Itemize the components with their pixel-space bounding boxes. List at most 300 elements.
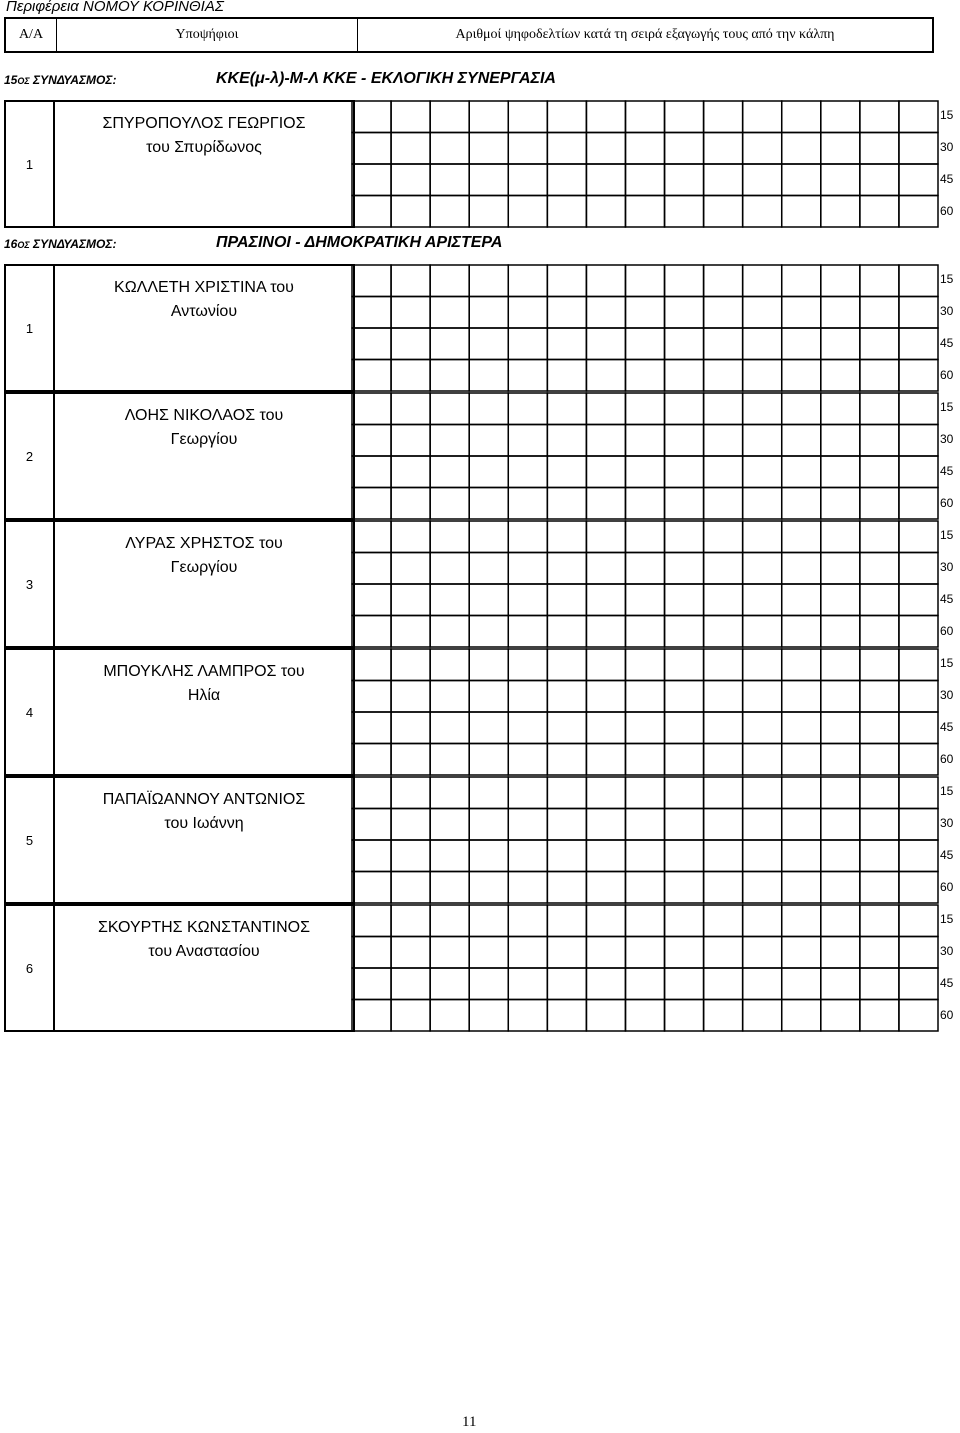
tally-box[interactable] [625, 488, 664, 520]
tally-box[interactable] [665, 905, 704, 937]
tally-box[interactable] [704, 649, 743, 681]
tally-box[interactable] [665, 584, 704, 616]
tally-box[interactable] [899, 872, 938, 904]
tally-box[interactable] [743, 196, 782, 228]
tally-box[interactable] [469, 101, 508, 133]
tally-box[interactable] [743, 425, 782, 457]
tally-box[interactable] [391, 809, 430, 841]
tally-box[interactable] [547, 133, 586, 165]
tally-box[interactable] [665, 456, 704, 488]
tally-box[interactable] [899, 777, 938, 809]
tally-box[interactable] [743, 521, 782, 553]
tally-box[interactable] [508, 328, 547, 360]
tally-box[interactable] [469, 297, 508, 329]
tally-box[interactable] [899, 681, 938, 713]
tally-box[interactable] [899, 649, 938, 681]
tally-box[interactable] [352, 456, 391, 488]
tally-box[interactable] [821, 328, 860, 360]
tally-box[interactable] [430, 872, 469, 904]
tally-box[interactable] [586, 616, 625, 648]
tally-box[interactable] [508, 393, 547, 425]
tally-box[interactable] [430, 744, 469, 776]
tally-box[interactable] [704, 809, 743, 841]
tally-box[interactable] [782, 297, 821, 329]
tally-box[interactable] [430, 265, 469, 297]
tally-box[interactable] [743, 681, 782, 713]
tally-box[interactable] [899, 488, 938, 520]
tally-box[interactable] [860, 937, 899, 969]
tally-box[interactable] [782, 521, 821, 553]
tally-box[interactable] [665, 937, 704, 969]
tally-box[interactable] [352, 488, 391, 520]
tally-box[interactable] [860, 360, 899, 392]
tally-box[interactable] [704, 905, 743, 937]
tally-box[interactable] [586, 937, 625, 969]
tally-box[interactable] [782, 393, 821, 425]
tally-box[interactable] [430, 968, 469, 1000]
tally-box[interactable] [430, 840, 469, 872]
tally-box[interactable] [547, 840, 586, 872]
tally-box[interactable] [352, 905, 391, 937]
tally-box[interactable] [899, 744, 938, 776]
tally-box[interactable] [430, 164, 469, 196]
tally-box[interactable] [860, 809, 899, 841]
tally-box[interactable] [352, 584, 391, 616]
tally-box[interactable] [352, 196, 391, 228]
tally-box[interactable] [782, 681, 821, 713]
tally-box[interactable] [665, 968, 704, 1000]
tally-box[interactable] [821, 425, 860, 457]
tally-box[interactable] [547, 196, 586, 228]
tally-box[interactable] [469, 265, 508, 297]
tally-box[interactable] [586, 553, 625, 585]
tally-box[interactable] [352, 809, 391, 841]
tally-box[interactable] [430, 360, 469, 392]
tally-box[interactable] [508, 616, 547, 648]
tally-box[interactable] [743, 393, 782, 425]
tally-box[interactable] [352, 744, 391, 776]
tally-box[interactable] [469, 968, 508, 1000]
tally-box[interactable] [391, 584, 430, 616]
tally-box[interactable] [352, 521, 391, 553]
tally-box[interactable] [547, 584, 586, 616]
tally-box[interactable] [743, 328, 782, 360]
tally-box[interactable] [860, 649, 899, 681]
tally-box[interactable] [665, 616, 704, 648]
tally-box[interactable] [821, 101, 860, 133]
tally-box[interactable] [430, 456, 469, 488]
tally-box[interactable] [899, 328, 938, 360]
tally-box[interactable] [821, 164, 860, 196]
tally-box[interactable] [821, 488, 860, 520]
tally-box[interactable] [704, 840, 743, 872]
tally-box[interactable] [508, 744, 547, 776]
tally-box[interactable] [625, 712, 664, 744]
tally-box[interactable] [430, 1000, 469, 1032]
tally-box[interactable] [665, 712, 704, 744]
tally-box[interactable] [860, 456, 899, 488]
tally-box[interactable] [547, 681, 586, 713]
tally-box[interactable] [508, 809, 547, 841]
tally-box[interactable] [625, 872, 664, 904]
tally-box[interactable] [743, 297, 782, 329]
tally-box[interactable] [391, 1000, 430, 1032]
tally-box[interactable] [508, 712, 547, 744]
tally-box[interactable] [508, 196, 547, 228]
tally-box[interactable] [352, 133, 391, 165]
tally-box[interactable] [508, 101, 547, 133]
tally-box[interactable] [469, 584, 508, 616]
tally-box[interactable] [625, 521, 664, 553]
tally-box[interactable] [586, 360, 625, 392]
tally-box[interactable] [469, 649, 508, 681]
tally-box[interactable] [899, 1000, 938, 1032]
tally-box[interactable] [430, 809, 469, 841]
tally-box[interactable] [625, 133, 664, 165]
tally-box[interactable] [821, 968, 860, 1000]
tally-box[interactable] [743, 840, 782, 872]
tally-box[interactable] [704, 937, 743, 969]
tally-box[interactable] [665, 164, 704, 196]
tally-box[interactable] [469, 425, 508, 457]
tally-box[interactable] [743, 164, 782, 196]
tally-box[interactable] [782, 968, 821, 1000]
tally-box[interactable] [704, 328, 743, 360]
tally-box[interactable] [625, 777, 664, 809]
tally-box[interactable] [860, 872, 899, 904]
tally-box[interactable] [469, 905, 508, 937]
tally-box[interactable] [743, 101, 782, 133]
tally-box[interactable] [665, 133, 704, 165]
tally-box[interactable] [782, 905, 821, 937]
tally-box[interactable] [469, 164, 508, 196]
tally-box[interactable] [391, 905, 430, 937]
tally-box[interactable] [704, 872, 743, 904]
tally-box[interactable] [508, 649, 547, 681]
tally-box[interactable] [782, 937, 821, 969]
tally-box[interactable] [821, 196, 860, 228]
tally-box[interactable] [547, 809, 586, 841]
tally-box[interactable] [860, 196, 899, 228]
tally-box[interactable] [586, 425, 625, 457]
tally-box[interactable] [391, 777, 430, 809]
tally-box[interactable] [782, 809, 821, 841]
tally-box[interactable] [508, 872, 547, 904]
tally-box[interactable] [665, 777, 704, 809]
tally-box[interactable] [743, 968, 782, 1000]
tally-box[interactable] [586, 456, 625, 488]
tally-box[interactable] [586, 681, 625, 713]
tally-box[interactable] [547, 521, 586, 553]
tally-box[interactable] [508, 681, 547, 713]
tally-box[interactable] [508, 1000, 547, 1032]
tally-box[interactable] [508, 937, 547, 969]
tally-box[interactable] [508, 425, 547, 457]
tally-box[interactable] [782, 196, 821, 228]
tally-box[interactable] [899, 133, 938, 165]
tally-box[interactable] [391, 553, 430, 585]
tally-box[interactable] [860, 521, 899, 553]
tally-box[interactable] [743, 905, 782, 937]
tally-box[interactable] [352, 1000, 391, 1032]
tally-box[interactable] [665, 872, 704, 904]
tally-box[interactable] [469, 456, 508, 488]
tally-box[interactable] [665, 360, 704, 392]
tally-box[interactable] [586, 840, 625, 872]
tally-box[interactable] [782, 712, 821, 744]
tally-box[interactable] [625, 744, 664, 776]
tally-box[interactable] [586, 393, 625, 425]
tally-box[interactable] [860, 744, 899, 776]
tally-box[interactable] [899, 905, 938, 937]
tally-box[interactable] [665, 840, 704, 872]
tally-box[interactable] [704, 616, 743, 648]
tally-box[interactable] [625, 553, 664, 585]
tally-box[interactable] [782, 616, 821, 648]
tally-box[interactable] [352, 616, 391, 648]
tally-box[interactable] [899, 456, 938, 488]
tally-box[interactable] [743, 937, 782, 969]
tally-box[interactable] [860, 1000, 899, 1032]
tally-box[interactable] [391, 101, 430, 133]
tally-box[interactable] [586, 196, 625, 228]
tally-box[interactable] [547, 744, 586, 776]
tally-box[interactable] [782, 265, 821, 297]
tally-box[interactable] [469, 133, 508, 165]
tally-box[interactable] [625, 1000, 664, 1032]
tally-box[interactable] [821, 360, 860, 392]
tally-box[interactable] [430, 905, 469, 937]
tally-box[interactable] [547, 937, 586, 969]
tally-box[interactable] [899, 553, 938, 585]
tally-box[interactable] [665, 809, 704, 841]
tally-box[interactable] [391, 265, 430, 297]
tally-box[interactable] [352, 681, 391, 713]
tally-box[interactable] [821, 1000, 860, 1032]
tally-box[interactable] [430, 616, 469, 648]
tally-box[interactable] [821, 521, 860, 553]
tally-box[interactable] [469, 809, 508, 841]
tally-box[interactable] [899, 616, 938, 648]
tally-box[interactable] [547, 297, 586, 329]
tally-box[interactable] [860, 488, 899, 520]
tally-box[interactable] [469, 681, 508, 713]
tally-box[interactable] [391, 196, 430, 228]
tally-box[interactable] [625, 649, 664, 681]
tally-box[interactable] [586, 777, 625, 809]
tally-box[interactable] [625, 425, 664, 457]
tally-box[interactable] [704, 297, 743, 329]
tally-box[interactable] [352, 425, 391, 457]
tally-box[interactable] [352, 297, 391, 329]
tally-box[interactable] [782, 872, 821, 904]
tally-box[interactable] [469, 744, 508, 776]
tally-box[interactable] [899, 521, 938, 553]
tally-box[interactable] [508, 456, 547, 488]
tally-box[interactable] [625, 968, 664, 1000]
tally-box[interactable] [547, 265, 586, 297]
tally-box[interactable] [430, 425, 469, 457]
tally-box[interactable] [430, 101, 469, 133]
tally-box[interactable] [665, 265, 704, 297]
tally-box[interactable] [508, 265, 547, 297]
tally-box[interactable] [469, 840, 508, 872]
tally-box[interactable] [821, 744, 860, 776]
tally-box[interactable] [547, 553, 586, 585]
tally-box[interactable] [508, 968, 547, 1000]
tally-box[interactable] [352, 553, 391, 585]
tally-box[interactable] [665, 425, 704, 457]
tally-box[interactable] [743, 744, 782, 776]
tally-box[interactable] [665, 393, 704, 425]
tally-box[interactable] [704, 265, 743, 297]
tally-box[interactable] [821, 133, 860, 165]
tally-box[interactable] [469, 937, 508, 969]
tally-box[interactable] [547, 616, 586, 648]
tally-box[interactable] [743, 872, 782, 904]
tally-box[interactable] [899, 101, 938, 133]
tally-box[interactable] [391, 744, 430, 776]
tally-box[interactable] [821, 937, 860, 969]
tally-box[interactable] [508, 553, 547, 585]
tally-box[interactable] [586, 968, 625, 1000]
tally-box[interactable] [430, 681, 469, 713]
tally-box[interactable] [860, 840, 899, 872]
tally-box[interactable] [704, 968, 743, 1000]
tally-box[interactable] [860, 101, 899, 133]
tally-box[interactable] [586, 488, 625, 520]
tally-box[interactable] [860, 905, 899, 937]
tally-box[interactable] [391, 297, 430, 329]
tally-box[interactable] [547, 872, 586, 904]
tally-box[interactable] [547, 456, 586, 488]
tally-box[interactable] [391, 360, 430, 392]
tally-box[interactable] [430, 521, 469, 553]
tally-box[interactable] [586, 744, 625, 776]
tally-box[interactable] [860, 968, 899, 1000]
tally-box[interactable] [665, 101, 704, 133]
tally-box[interactable] [625, 584, 664, 616]
tally-box[interactable] [665, 328, 704, 360]
tally-box[interactable] [391, 968, 430, 1000]
tally-box[interactable] [547, 649, 586, 681]
tally-box[interactable] [547, 968, 586, 1000]
tally-box[interactable] [586, 712, 625, 744]
tally-box[interactable] [821, 393, 860, 425]
tally-box[interactable] [743, 809, 782, 841]
tally-box[interactable] [704, 393, 743, 425]
tally-box[interactable] [391, 872, 430, 904]
tally-box[interactable] [586, 809, 625, 841]
tally-box[interactable] [625, 616, 664, 648]
tally-box[interactable] [625, 265, 664, 297]
tally-box[interactable] [586, 328, 625, 360]
tally-box[interactable] [508, 905, 547, 937]
tally-box[interactable] [586, 101, 625, 133]
tally-box[interactable] [391, 488, 430, 520]
tally-box[interactable] [547, 164, 586, 196]
tally-box[interactable] [665, 521, 704, 553]
tally-box[interactable] [508, 521, 547, 553]
tally-box[interactable] [704, 777, 743, 809]
tally-box[interactable] [352, 649, 391, 681]
tally-box[interactable] [547, 1000, 586, 1032]
tally-box[interactable] [352, 968, 391, 1000]
tally-box[interactable] [625, 681, 664, 713]
tally-box[interactable] [469, 393, 508, 425]
tally-box[interactable] [508, 840, 547, 872]
tally-box[interactable] [743, 456, 782, 488]
tally-box[interactable] [821, 584, 860, 616]
tally-box[interactable] [586, 521, 625, 553]
tally-box[interactable] [899, 360, 938, 392]
tally-box[interactable] [899, 809, 938, 841]
tally-box[interactable] [860, 777, 899, 809]
tally-box[interactable] [469, 521, 508, 553]
tally-box[interactable] [665, 744, 704, 776]
tally-box[interactable] [665, 681, 704, 713]
tally-box[interactable] [782, 425, 821, 457]
tally-box[interactable] [821, 456, 860, 488]
tally-box[interactable] [821, 616, 860, 648]
tally-box[interactable] [469, 360, 508, 392]
tally-box[interactable] [665, 1000, 704, 1032]
tally-box[interactable] [352, 164, 391, 196]
tally-box[interactable] [391, 425, 430, 457]
tally-box[interactable] [782, 101, 821, 133]
tally-box[interactable] [704, 488, 743, 520]
tally-box[interactable] [625, 101, 664, 133]
tally-box[interactable] [391, 133, 430, 165]
tally-box[interactable] [391, 649, 430, 681]
tally-box[interactable] [899, 393, 938, 425]
tally-box[interactable] [586, 872, 625, 904]
tally-box[interactable] [743, 133, 782, 165]
tally-box[interactable] [352, 393, 391, 425]
tally-box[interactable] [743, 616, 782, 648]
tally-box[interactable] [430, 712, 469, 744]
tally-box[interactable] [469, 616, 508, 648]
tally-box[interactable] [391, 681, 430, 713]
tally-box[interactable] [821, 649, 860, 681]
tally-box[interactable] [782, 553, 821, 585]
tally-box[interactable] [782, 456, 821, 488]
tally-box[interactable] [508, 488, 547, 520]
tally-box[interactable] [665, 297, 704, 329]
tally-box[interactable] [782, 840, 821, 872]
tally-box[interactable] [704, 164, 743, 196]
tally-box[interactable] [743, 1000, 782, 1032]
tally-box[interactable] [899, 968, 938, 1000]
tally-box[interactable] [547, 101, 586, 133]
tally-box[interactable] [625, 393, 664, 425]
tally-box[interactable] [821, 872, 860, 904]
tally-box[interactable] [899, 297, 938, 329]
tally-box[interactable] [821, 681, 860, 713]
tally-box[interactable] [782, 133, 821, 165]
tally-box[interactable] [625, 840, 664, 872]
tally-box[interactable] [860, 328, 899, 360]
tally-box[interactable] [821, 905, 860, 937]
tally-box[interactable] [625, 164, 664, 196]
tally-box[interactable] [430, 488, 469, 520]
tally-box[interactable] [586, 297, 625, 329]
tally-box[interactable] [743, 360, 782, 392]
tally-box[interactable] [547, 328, 586, 360]
tally-box[interactable] [899, 164, 938, 196]
tally-box[interactable] [508, 584, 547, 616]
tally-box[interactable] [430, 393, 469, 425]
